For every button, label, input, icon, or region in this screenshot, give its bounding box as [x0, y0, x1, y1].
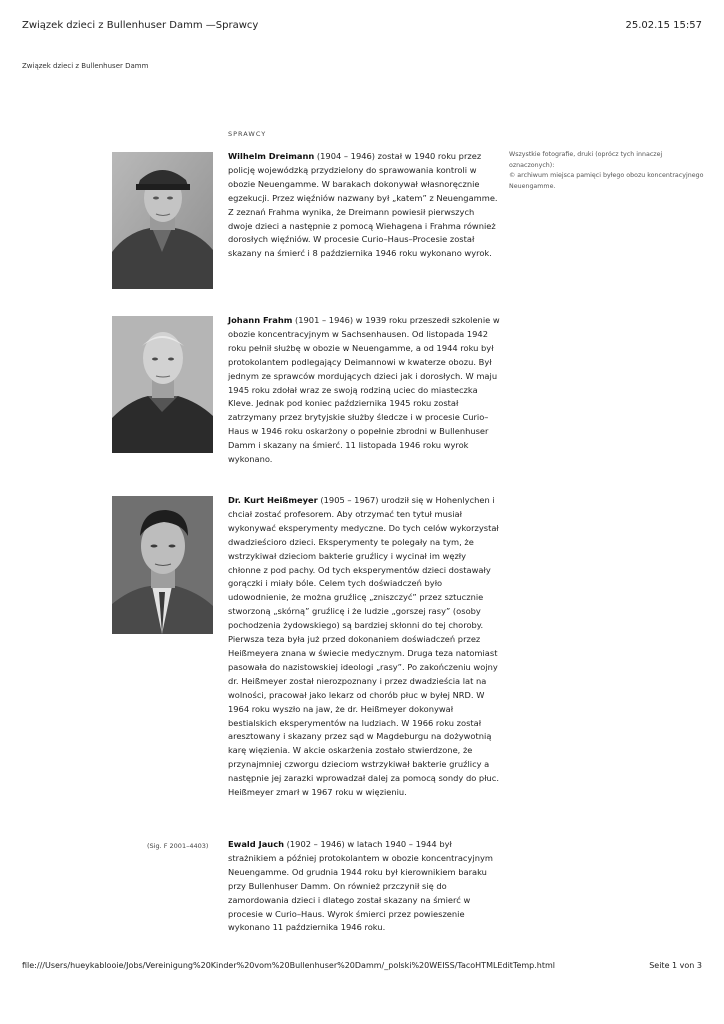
bio-johann-frahm	[228, 314, 500, 467]
bio-name: Dr. Kurt Heißmeyer	[228, 495, 318, 505]
header-title: Związek dzieci z Bullenhuser Damm —Sprawcy	[22, 20, 259, 31]
bio-text: (1905 – 1967) urodził się w Hohenlychen i chciał zostać profesorem. Aby otrzymać ten tytuł musiał wykonywać eksperymenty medyczne. Do tych celów wykorzystał dwadzieścioro dzieci. Eksperymenty te polegały na tym, że wstrzykiwał dzieciom bakterie gruźlicy i wycinał im węzły chłonne z pod pachy. Od tych eksperymentów dzieci dostawały gorączki i miały bóle. Celem tych doświadczeń było udowodnienie, że można gruźlicę „zniszczyć” przez sztucznie stworzoną „skórną” gruźlicę i że ludzie „gorszej rasy” (osoby pochodzenia żydowskiego) są bardziej skłonni do tej choroby. Pierwsza teza była już przed dokonaniem doświadczeń przez Heißmeyera znana w świecie medycznym. Druga teza natomiast pasowała do nazistowskiej ideologi „rasy”. Po zakończeniu wojny dr. Heißmeyer został nierozpoznany i przez dwadzieścia lat na wolności, pracował jako lekarz od chorób płuc w byłej NRD. W 1964 roku wyszło na jaw, że dr. Heißmeyer dokonywał bestialskich eksperymentów na ludziach. W 1966 roku został aresztowany i skazany przez sąd w Magdeburgu na dożywotnią karę więzienia. W akcie oskarżenia zostało stwierdzone, że przynajmniej czworgu dzieciom wstrzykiwał bakterie gruźlicy a następnie jej zarazki wprowadzał dalej za pomocą sondy do płuc. Heißmeyer zmarł w 1967 roku w więzieniu.	[228, 495, 500, 798]
bio-name: Ewald Jauch	[228, 839, 285, 849]
photo-wilhelm-dreimann	[112, 152, 213, 289]
photo-credits-archive: © archiwum miejsca pamięci byłego obozu koncentracyjnego Neuengamme.	[509, 172, 704, 190]
bio-wilhelm-dreimann	[228, 150, 500, 261]
bio-name: Wilhelm Dreimann	[228, 151, 315, 161]
photo-kurt-heissmeyer	[112, 496, 213, 634]
bio-text: (1902 – 1946) w latach 1940 – 1944 był strażnikiem a później protokolantem w obozie koncentracyjnym Neuengamme. Od grudnia 1944 roku był kierownikiem baraku przy Bullenhuser Damm. On również przczynił się do zamordowania dzieci i dlatego został skazany na śmierć w procesie w Curio–Haus. Wyrok śmierci przez powieszenie wykonano 11 października 1946 roku.	[228, 839, 493, 933]
footer-file-path: file:///Users/hueykablooie/Jobs/Vereinigung%20Kinder%20vom%20Bullenhuser%20Damm/_polski%20WEISS/TacoHTMLEditTemp.html	[22, 961, 556, 970]
footer-page-number: Seite 1 von 3	[649, 961, 702, 970]
header-date: 25.02.15 15:57	[625, 20, 702, 31]
signature-reference: (Sig. F 2001–4403)	[147, 842, 209, 850]
bio-text: (1904 – 1946) został w 1940 roku przez policję wojewódzką przydzielony do sprawowania kontroli w obozie Neuengamme. W barakach dokonywał własnoręcznie egzekucji. Przez więźniów nazwany był „katem” z Neuengamme. Z zeznań Frahma wynika, że Dreimann powiesił pierwszych dwoje dzieci a następnie z pomocą Wiehagena i Frahma również dorosłych więźniów. W procesie Curio–Haus–Procesie został skazany na śmierć i 8 października 1946 roku wykonano wyrok.	[228, 151, 498, 259]
section-label: SPRAWCY	[228, 130, 267, 138]
bio-kurt-heissmeyer	[228, 494, 500, 800]
bio-text: (1901 – 1946) w 1939 roku przeszedł szkolenie w obozie koncentracyjnym w Sachsenhausen. Od listopada 1942 roku pełnił służbę w obozie w Neuengamme, a od 1944 roku był protokolantem podlegający Deimannowi w kwaterze obozu. Był jednym ze sprawców mordujących dzieci jak i dorosłych. W maju 1945 roku zdołał wraz ze swoją rodziną uciec do miasteczka Kleve. Jednak pod koniec października 1945 roku został zatrzymany przez brytyjskie służby śledcze i w procesie Curio–Haus w 1946 roku oskarżony o popełnie zbrodni w Bullenhuser Damm i skazany na śmierć. 11 listopada 1946 roku wyrok wykonano.	[228, 315, 500, 465]
bio-name: Johann Frahm	[228, 315, 293, 325]
photo-johann-frahm	[112, 316, 213, 453]
photo-credits-line: Wszystkie fotografie, druki (oprócz tych innaczej oznaczonych):	[509, 151, 663, 169]
bio-ewald-jauch	[228, 838, 500, 935]
photo-credits-note	[509, 150, 704, 192]
site-title: Związek dzieci z Bullenhuser Damm	[22, 62, 149, 70]
